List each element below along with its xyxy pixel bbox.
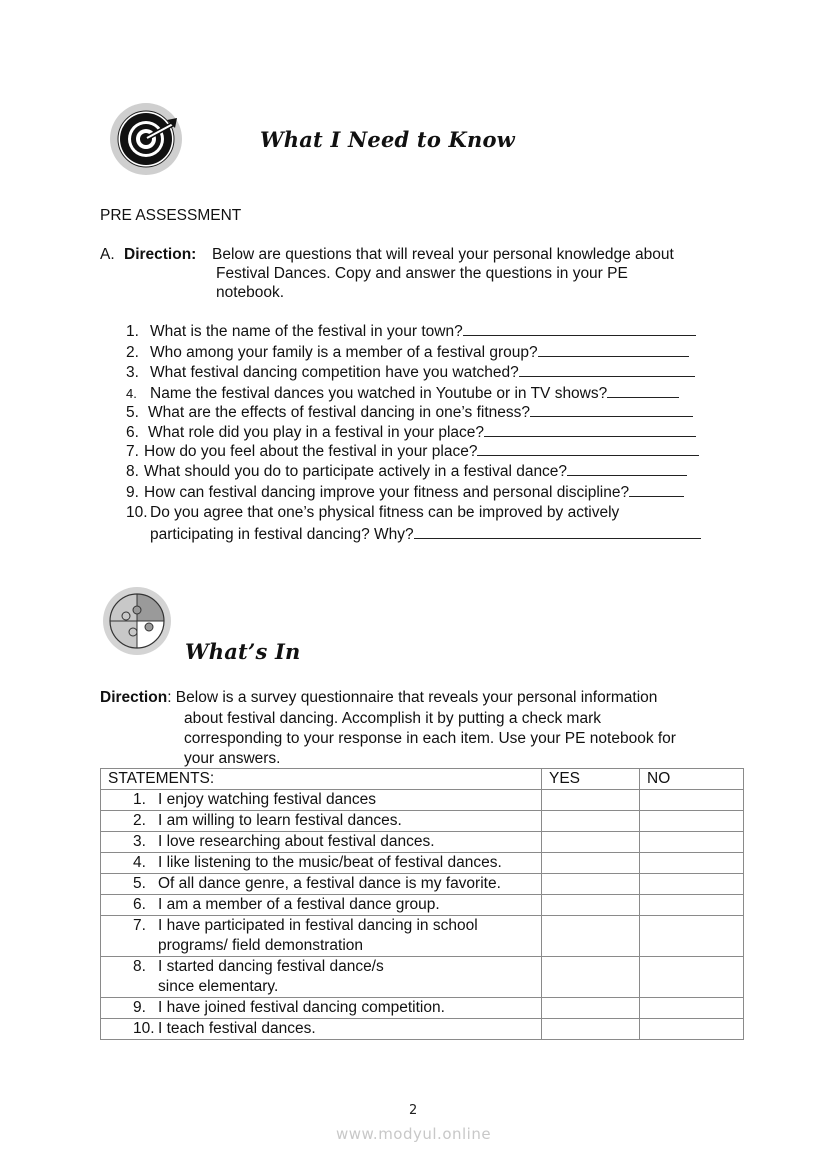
question-text: What role did you play in a festival in your place? [148,424,485,441]
statement-text: I am a member of a festival dance group. [158,896,440,913]
no-checkbox-cell[interactable] [640,998,744,1019]
survey-direction-line-1: : Below is a survey questionnaire that reveals your personal information [167,689,658,706]
statement-number: 5. [133,875,146,892]
question-10 [126,503,619,523]
question-3 [126,362,695,383]
no-checkbox-cell[interactable] [640,832,744,853]
answer-blank[interactable] [607,383,679,398]
answer-blank[interactable] [538,342,689,357]
question-5 [126,402,693,423]
statement-cell [101,916,542,957]
question-text: participating in festival dancing? Why? [150,526,414,543]
question-9 [126,482,684,503]
table-row [101,790,744,811]
question-number: 3. [126,364,139,381]
table-row [101,853,744,874]
question-text: How can festival dancing improve your fitness and personal discipline? [144,484,630,501]
survey-direction-line-2: about festival dancing. Accomplish it by putting a check mark [184,710,601,727]
statement-number: 7. [133,917,146,934]
statement-number: 2. [133,812,146,829]
answer-blank[interactable] [519,362,695,377]
yes-checkbox-cell[interactable] [542,998,640,1019]
statement-text: I started dancing festival dance/s since elementary. [158,958,384,995]
survey-table [100,768,744,1040]
target-bullseye-icon [109,102,185,178]
question-text: Do you agree that one’s physical fitness can be improved by actively [150,504,620,521]
yes-checkbox-cell[interactable] [542,874,640,895]
statement-cell [101,853,542,874]
no-checkbox-cell[interactable] [640,853,744,874]
answer-blank[interactable] [477,441,699,456]
question-number: 6. [126,424,139,441]
answer-blank[interactable] [484,422,696,437]
direction-line-3: notebook. [216,284,285,301]
section-title-what-i-need-to-know: What I Need to Know [260,127,515,152]
table-row [101,998,744,1019]
question-number: 2. [126,344,139,361]
question-number: 1. [126,323,139,340]
answer-blank[interactable] [414,524,701,539]
yes-checkbox-cell[interactable] [542,790,640,811]
section-title-whats-in: What’s In [185,639,301,664]
no-checkbox-cell[interactable] [640,790,744,811]
no-checkbox-cell[interactable] [640,811,744,832]
yes-checkbox-cell[interactable] [542,832,640,853]
statement-text: I have participated in festival dancing in school programs/ field demonstration [158,917,478,954]
yes-checkbox-cell[interactable] [542,1019,640,1040]
question-7 [126,441,699,462]
survey-direction-line-4: your answers. [184,750,281,767]
question-6 [126,422,696,443]
pre-assessment-label: PRE ASSESSMENT [100,207,242,224]
question-10-continued [150,524,701,545]
question-4 [126,383,679,404]
question-text: How do you feel about the festival in your place? [144,443,478,460]
statement-cell [101,832,542,853]
direction-letter: A. [100,246,115,263]
header-yes: YES [542,769,640,790]
statement-number: 3. [133,833,146,850]
watermark-url: www.modyul.online [336,1125,492,1143]
statement-text: I teach festival dances. [158,1020,316,1037]
question-text: What should you do to participate actively in a festival dance? [144,463,568,480]
table-row [101,832,744,853]
question-number: 8. [126,463,139,480]
statement-cell [101,790,542,811]
table-row [101,811,744,832]
table-row [101,874,744,895]
table-row [101,895,744,916]
statement-cell [101,1019,542,1040]
statement-text: I love researching about festival dances. [158,833,435,850]
statement-number: 1. [133,791,146,808]
statement-text: I have joined festival dancing competition. [158,999,445,1016]
statement-number: 4. [133,854,146,871]
no-checkbox-cell[interactable] [640,1019,744,1040]
yes-checkbox-cell[interactable] [542,957,640,998]
statement-cell [101,957,542,998]
statement-number: 9. [133,999,146,1016]
answer-blank[interactable] [463,321,696,336]
direction-label: Direction: [124,246,197,263]
yes-checkbox-cell[interactable] [542,895,640,916]
question-number: 10. [126,504,148,521]
statement-number: 10. [133,1020,155,1037]
table-row [101,916,744,957]
direction-line-1: Below are questions that will reveal your personal knowledge about [212,246,674,263]
answer-blank[interactable] [567,461,687,476]
question-number: 7. [126,443,139,460]
table-row [101,1019,744,1040]
statement-cell [101,895,542,916]
puzzle-pieces-icon [102,586,174,658]
answer-blank[interactable] [629,482,684,497]
yes-checkbox-cell[interactable] [542,853,640,874]
statement-number: 6. [133,896,146,913]
header-no: NO [640,769,744,790]
question-2 [126,342,689,363]
page-number: 2 [409,1103,418,1118]
yes-checkbox-cell[interactable] [542,916,640,957]
statement-cell [101,874,542,895]
question-1 [126,321,696,342]
no-checkbox-cell[interactable] [640,957,744,998]
table-row [101,957,744,998]
question-text: Who among your family is a member of a festival group? [150,344,538,361]
statement-number: 8. [133,958,146,975]
survey-direction-label: Direction [100,689,168,706]
question-number: 4. [126,386,137,401]
statement-cell [101,998,542,1019]
table-header-row [101,769,744,790]
yes-checkbox-cell[interactable] [542,811,640,832]
header-statements: STATEMENTS: [101,769,542,790]
no-checkbox-cell[interactable] [640,895,744,916]
statement-text: I am willing to learn festival dances. [158,812,402,829]
statement-cell [101,811,542,832]
answer-blank[interactable] [530,402,693,417]
survey-direction-line-3: corresponding to your response in each item. Use your PE notebook for [184,730,676,747]
survey-direction [100,688,657,707]
question-text: Name the festival dances you watched in Youtube or in TV shows? [150,385,608,402]
question-text: What are the effects of festival dancing in one’s fitness? [148,404,530,421]
question-text: What festival dancing competition have you watched? [150,364,519,381]
no-checkbox-cell[interactable] [640,916,744,957]
statement-text: Of all dance genre, a festival dance is my favorite. [158,875,501,892]
statement-text: I enjoy watching festival dances [158,791,376,808]
question-8 [126,461,687,482]
question-number: 5. [126,404,139,421]
direction-line-2: Festival Dances. Copy and answer the questions in your PE [216,265,628,282]
question-number: 9. [126,484,139,501]
question-text: What is the name of the festival in your town? [150,323,463,340]
statement-text: I like listening to the music/beat of festival dances. [158,854,502,871]
no-checkbox-cell[interactable] [640,874,744,895]
